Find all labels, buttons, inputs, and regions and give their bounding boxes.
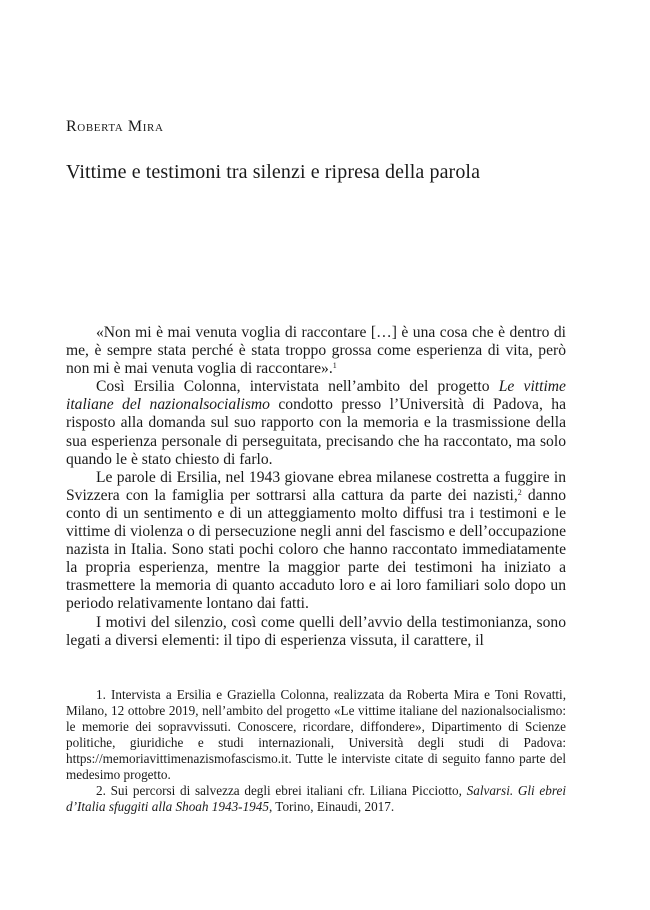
paragraph: [66, 614, 566, 650]
footnote-text: , Torino, Einaudi, 2017.: [268, 799, 395, 814]
footnote-reference[interactable]: 1: [332, 361, 337, 371]
chapter-author: Roberta Mira: [66, 118, 164, 135]
footnote: 1. Intervista a Ersilia e Graziella Colonna, realizzata da Roberta Mira e Toni Rovatti, Milano, 12 ottobre 2019, nell’ambito del progetto «Le vittime italiane del nazionalsocialismo: le memorie dei sopravvissuti. Conoscere, ricordare, diffondere», Dipartimento di Scienze politiche, giuridiche e studi internazionali, Università degli studi di Padova: https://memoriavittimenazismofascismo.it. Tutte le interviste citate di seguito fanno parte del medesimo progetto.: [66, 687, 566, 782]
paragraph-text: Così Ersilia Colonna, intervistata nell’ambito del progetto: [96, 378, 499, 396]
paragraph-text: «Non mi è mai venuta voglia di raccontare […] è una cosa che è dentro di me, è sempre stata perché è stata troppo grossa come esperienza di vita, però non mi è mai venuta voglia di raccontare».: [66, 324, 566, 378]
footnote-reference[interactable]: 2: [517, 487, 522, 497]
footnote: [66, 783, 566, 815]
paragraph-text: danno conto di un sentimento e di un atteggiamento molto diffusi tra i testimoni e le vittime di violenza o di persecuzione negli anni del fascismo e dell’occupazione nazista in Italia. Sono stati pochi coloro che hanno raccontato immediatamente la propria esperienza, mentre la maggior parte dei testimoni ha iniziato a trasmettere la memoria di quanto accaduto loro e ai loro familiari solo dopo un periodo relativamente lontano dai fatti.: [66, 486, 566, 613]
paragraph-text: Le parole di Ersilia, nel 1943 giovane ebrea milanese costretta a fuggire in Svizzera con la famiglia per sottrarsi alla cattura da parte dei nazisti,: [66, 468, 566, 504]
footnote-text: 2. Sui percorsi di salvezza degli ebrei italiani cfr. Liliana Picciotto,: [96, 783, 467, 798]
footnotes: [66, 687, 566, 815]
paragraph: [66, 324, 566, 378]
paragraph-text: I motivi del silenzio, così come quelli dell’avvio della testimonianza, sono legati a diversi elementi: il tipo di esperienza vissuta, il carattere, il: [66, 613, 566, 649]
main-text: [66, 324, 566, 650]
chapter-title: Vittime e testimoni tra silenzi e ripresa della parola: [66, 161, 481, 183]
paragraph-text: condotto presso l’Università di Padova, ha risposto alla domanda sul suo rapporto con la memoria e la trasmissione della sua esperienza personale di perseguitata, precisando che ha raccontato, ma solo quando le è stato chiesto di farlo.: [66, 396, 566, 468]
paragraph: [66, 469, 566, 614]
project-title: Le vittime italiane del nazionalsocialismo: [66, 378, 566, 414]
paragraph: [66, 378, 566, 468]
book-title: Salvarsi. Gli ebrei d’Italia sfuggiti alla Shoah 1943-1945: [66, 783, 567, 814]
